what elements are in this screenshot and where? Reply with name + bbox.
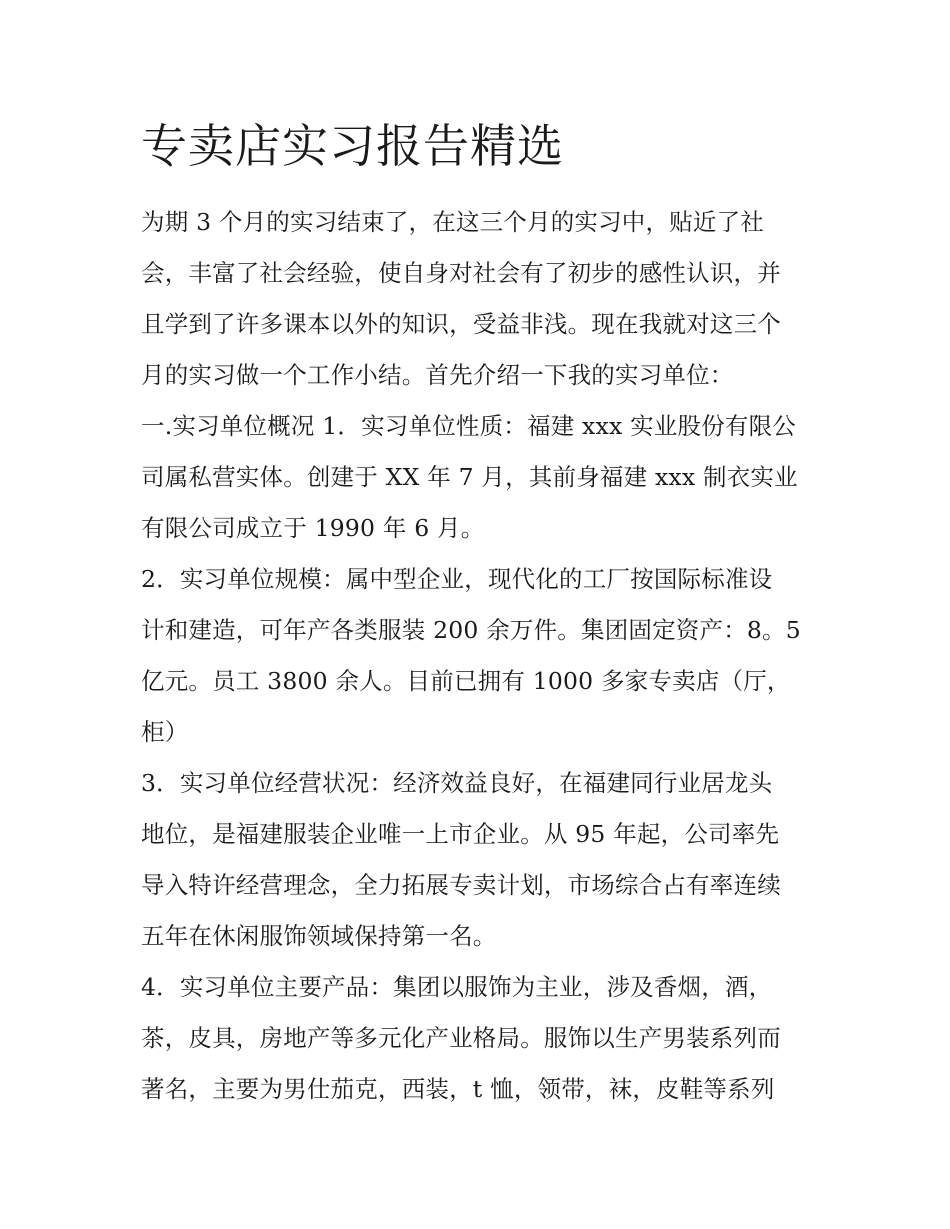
document-title: 专卖店实习报告精选 (141, 119, 564, 173)
body-line: 且学到了许多课本以外的知识，受益非浅。现在我就对这三个 (141, 310, 781, 338)
body-line: 五年在休闲服饰领域保持第一名。 (141, 922, 497, 950)
body-line: 一.实习单位概况 1．实习单位性质：福建 xxx 实业股份有限公 (141, 412, 796, 440)
body-line: 导入特许经营理念，全力拓展专卖计划，市场综合占有率连续 (141, 871, 781, 899)
body-line: 会，丰富了社会经验，使自身对社会有了初步的感性认识，并 (141, 259, 781, 287)
body-line: 为期 3 个月的实习结束了，在这三个月的实习中，贴近了社 (141, 208, 764, 236)
body-line: 柜） (141, 718, 189, 746)
body-line: 著名，主要为男仕茄克，西装，t 恤，领带，袜，皮鞋等系列 (141, 1075, 775, 1103)
body-line: 2．实习单位规模：属中型企业，现代化的工厂按国际标准设 (141, 565, 773, 593)
body-line: 司属私营实体。创建于 XX 年 7 月，其前身福建 xxx 制衣实业 (141, 463, 798, 491)
body-line: 月的实习做一个工作小结。首先介绍一下我的实习单位： (141, 361, 734, 389)
body-line: 地位，是福建服装企业唯一上市企业。从 95 年起，公司率先 (141, 820, 780, 848)
body-line: 4．实习单位主要产品：集团以服饰为主业，涉及香烟，酒， (141, 973, 773, 1001)
body-line: 有限公司成立于 1990 年 6 月。 (141, 514, 485, 542)
body-line: 3．实习单位经营状况：经济效益良好，在福建同行业居龙头 (141, 769, 773, 797)
document-body (141, 197, 821, 1115)
body-line: 亿元。员工 3800 余人。目前已拥有 1000 多家专卖店（厅， (141, 667, 791, 695)
body-line: 计和建造，可年产各类服装 200 余万件。集团固定资产：8。5 (141, 616, 801, 644)
body-line: 茶，皮具，房地产等多元化产业格局。服饰以生产男装系列而 (141, 1024, 781, 1052)
